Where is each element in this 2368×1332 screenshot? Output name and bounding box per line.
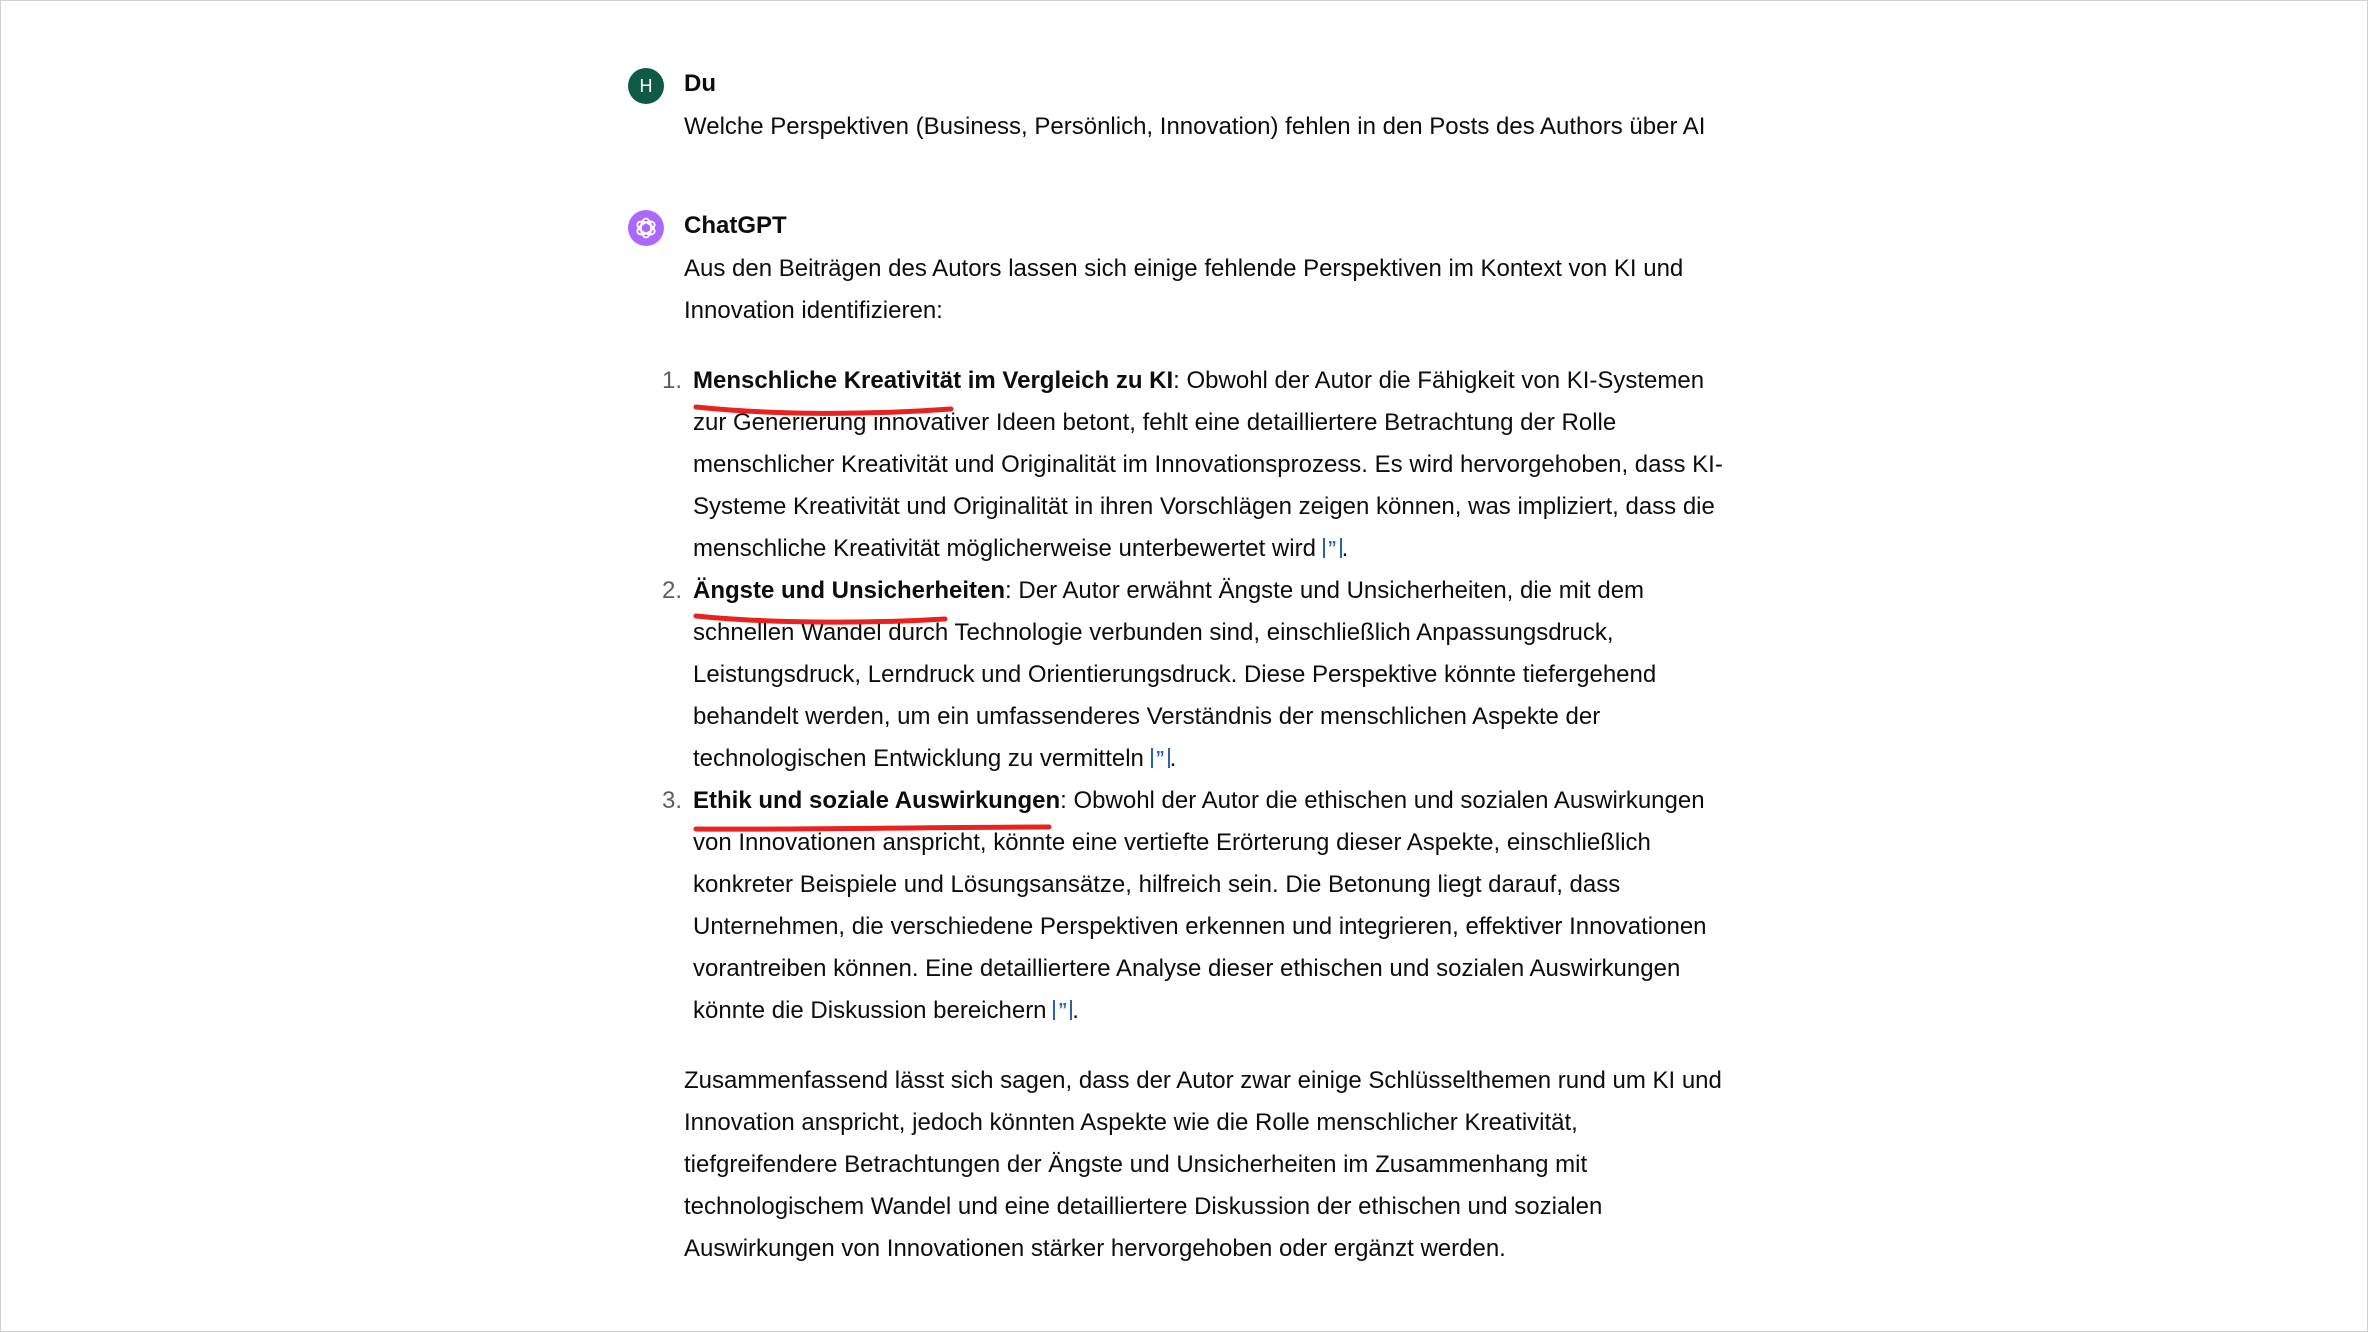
red-underline-annotation <box>693 398 955 414</box>
user-author-name: Du <box>684 70 716 97</box>
list-item-heading: Ethik und soziale Auswirkungen <box>693 787 1060 814</box>
user-message <box>628 62 1728 148</box>
list-item-body: : Obwohl der Autor die Fähigkeit von KI-Systemen zur Generierung innovativer Ideen betont, fehlt eine detailliertere Betrachtung der Rolle menschlicher Kreativität und Originalität im Innovationsprozess. Es wird hervorgehoben, dass KI-Systeme Kreativität und Originalität in ihren Vorschlägen zeigen können, was impliziert, dass die menschliche Kreativität möglicherweise unterbewertet wird <box>693 367 1723 562</box>
openai-logo-icon <box>628 210 664 246</box>
list-number: 2. <box>662 577 683 604</box>
list-item-heading: Menschliche Kreativität im Vergleich zu KI <box>693 367 1173 394</box>
assistant-intro: Aus den Beiträgen des Autors lassen sich einige fehlende Perspektiven im Kontext von KI und Innovation identifizieren: <box>684 255 1684 324</box>
assistant-summary: Zusammenfassend lässt sich sagen, dass der Autor zwar einige Schlüsselthemen rund um KI und Innovation anspricht, jedoch könnten Aspekte wie die Rolle menschlicher Kreativität, tiefgreifendere Betrachtungen der Ängste und Unsicherheiten im Zusammenhang mit technologischem Wandel und eine detailliertere Diskussion der ethischen und sozialen Auswirkungen von Innovationen stärker hervorgehoben oder ergänzt werden. <box>684 1067 1722 1262</box>
assistant-author-name: ChatGPT <box>684 212 787 239</box>
list-item <box>662 780 1723 1032</box>
list-item <box>662 570 1723 780</box>
list-item-body: : Obwohl der Autor die ethischen und sozialen Auswirkungen von Innovationen anspricht, könnte eine vertiefte Erörterung dieser Aspekte, einschließlich konkreter Beispiele und Lösungsansätze, hilfreich sein. Die Betonung liegt darauf, dass Unternehmen, die verschiedene Perspektiven erkennen und integrieren, effektiver Innovationen vorantreiben können. Eine detailliertere Analyse dieser ethischen und sozialen Auswirkungen könnte die Diskussion bereichern <box>693 787 1707 1024</box>
user-avatar: H <box>628 68 664 104</box>
red-underline-annotation <box>693 818 1053 834</box>
assistant-message <box>628 204 1728 1270</box>
list-number: 3. <box>662 787 683 814</box>
perspective-list <box>662 360 1728 1032</box>
quote-citation-icon[interactable]: ” <box>1151 748 1170 768</box>
quote-citation-icon[interactable]: ” <box>1323 538 1342 558</box>
list-item-end: . <box>1072 997 1079 1024</box>
list-item-end: . <box>1169 745 1177 772</box>
user-message-text: Welche Perspektiven (Business, Persönlich, Innovation) fehlen in den Posts des Authors über AI <box>684 113 1706 140</box>
list-item <box>662 360 1723 570</box>
conversation <box>628 62 1728 1270</box>
list-number: 1. <box>662 367 683 394</box>
list-item-heading: Ängste und Unsicherheiten <box>693 577 1005 604</box>
quote-citation-icon[interactable]: ” <box>1053 1000 1072 1020</box>
list-item-end: . <box>1341 535 1349 562</box>
list-item-body: : Der Autor erwähnt Ängste und Unsicherheiten, die mit dem schnellen Wandel durch Technologie verbunden sind, einschließlich Anpassungsdruck, Leistungsdruck, Lerndruck und Orientierungsdruck. Diese Perspektive könnte tiefergehend behandelt werden, um ein umfassenderes Verständnis der menschlichen Aspekte der technologischen Entwicklung zu vermitteln <box>693 577 1657 772</box>
red-underline-annotation <box>693 608 949 624</box>
